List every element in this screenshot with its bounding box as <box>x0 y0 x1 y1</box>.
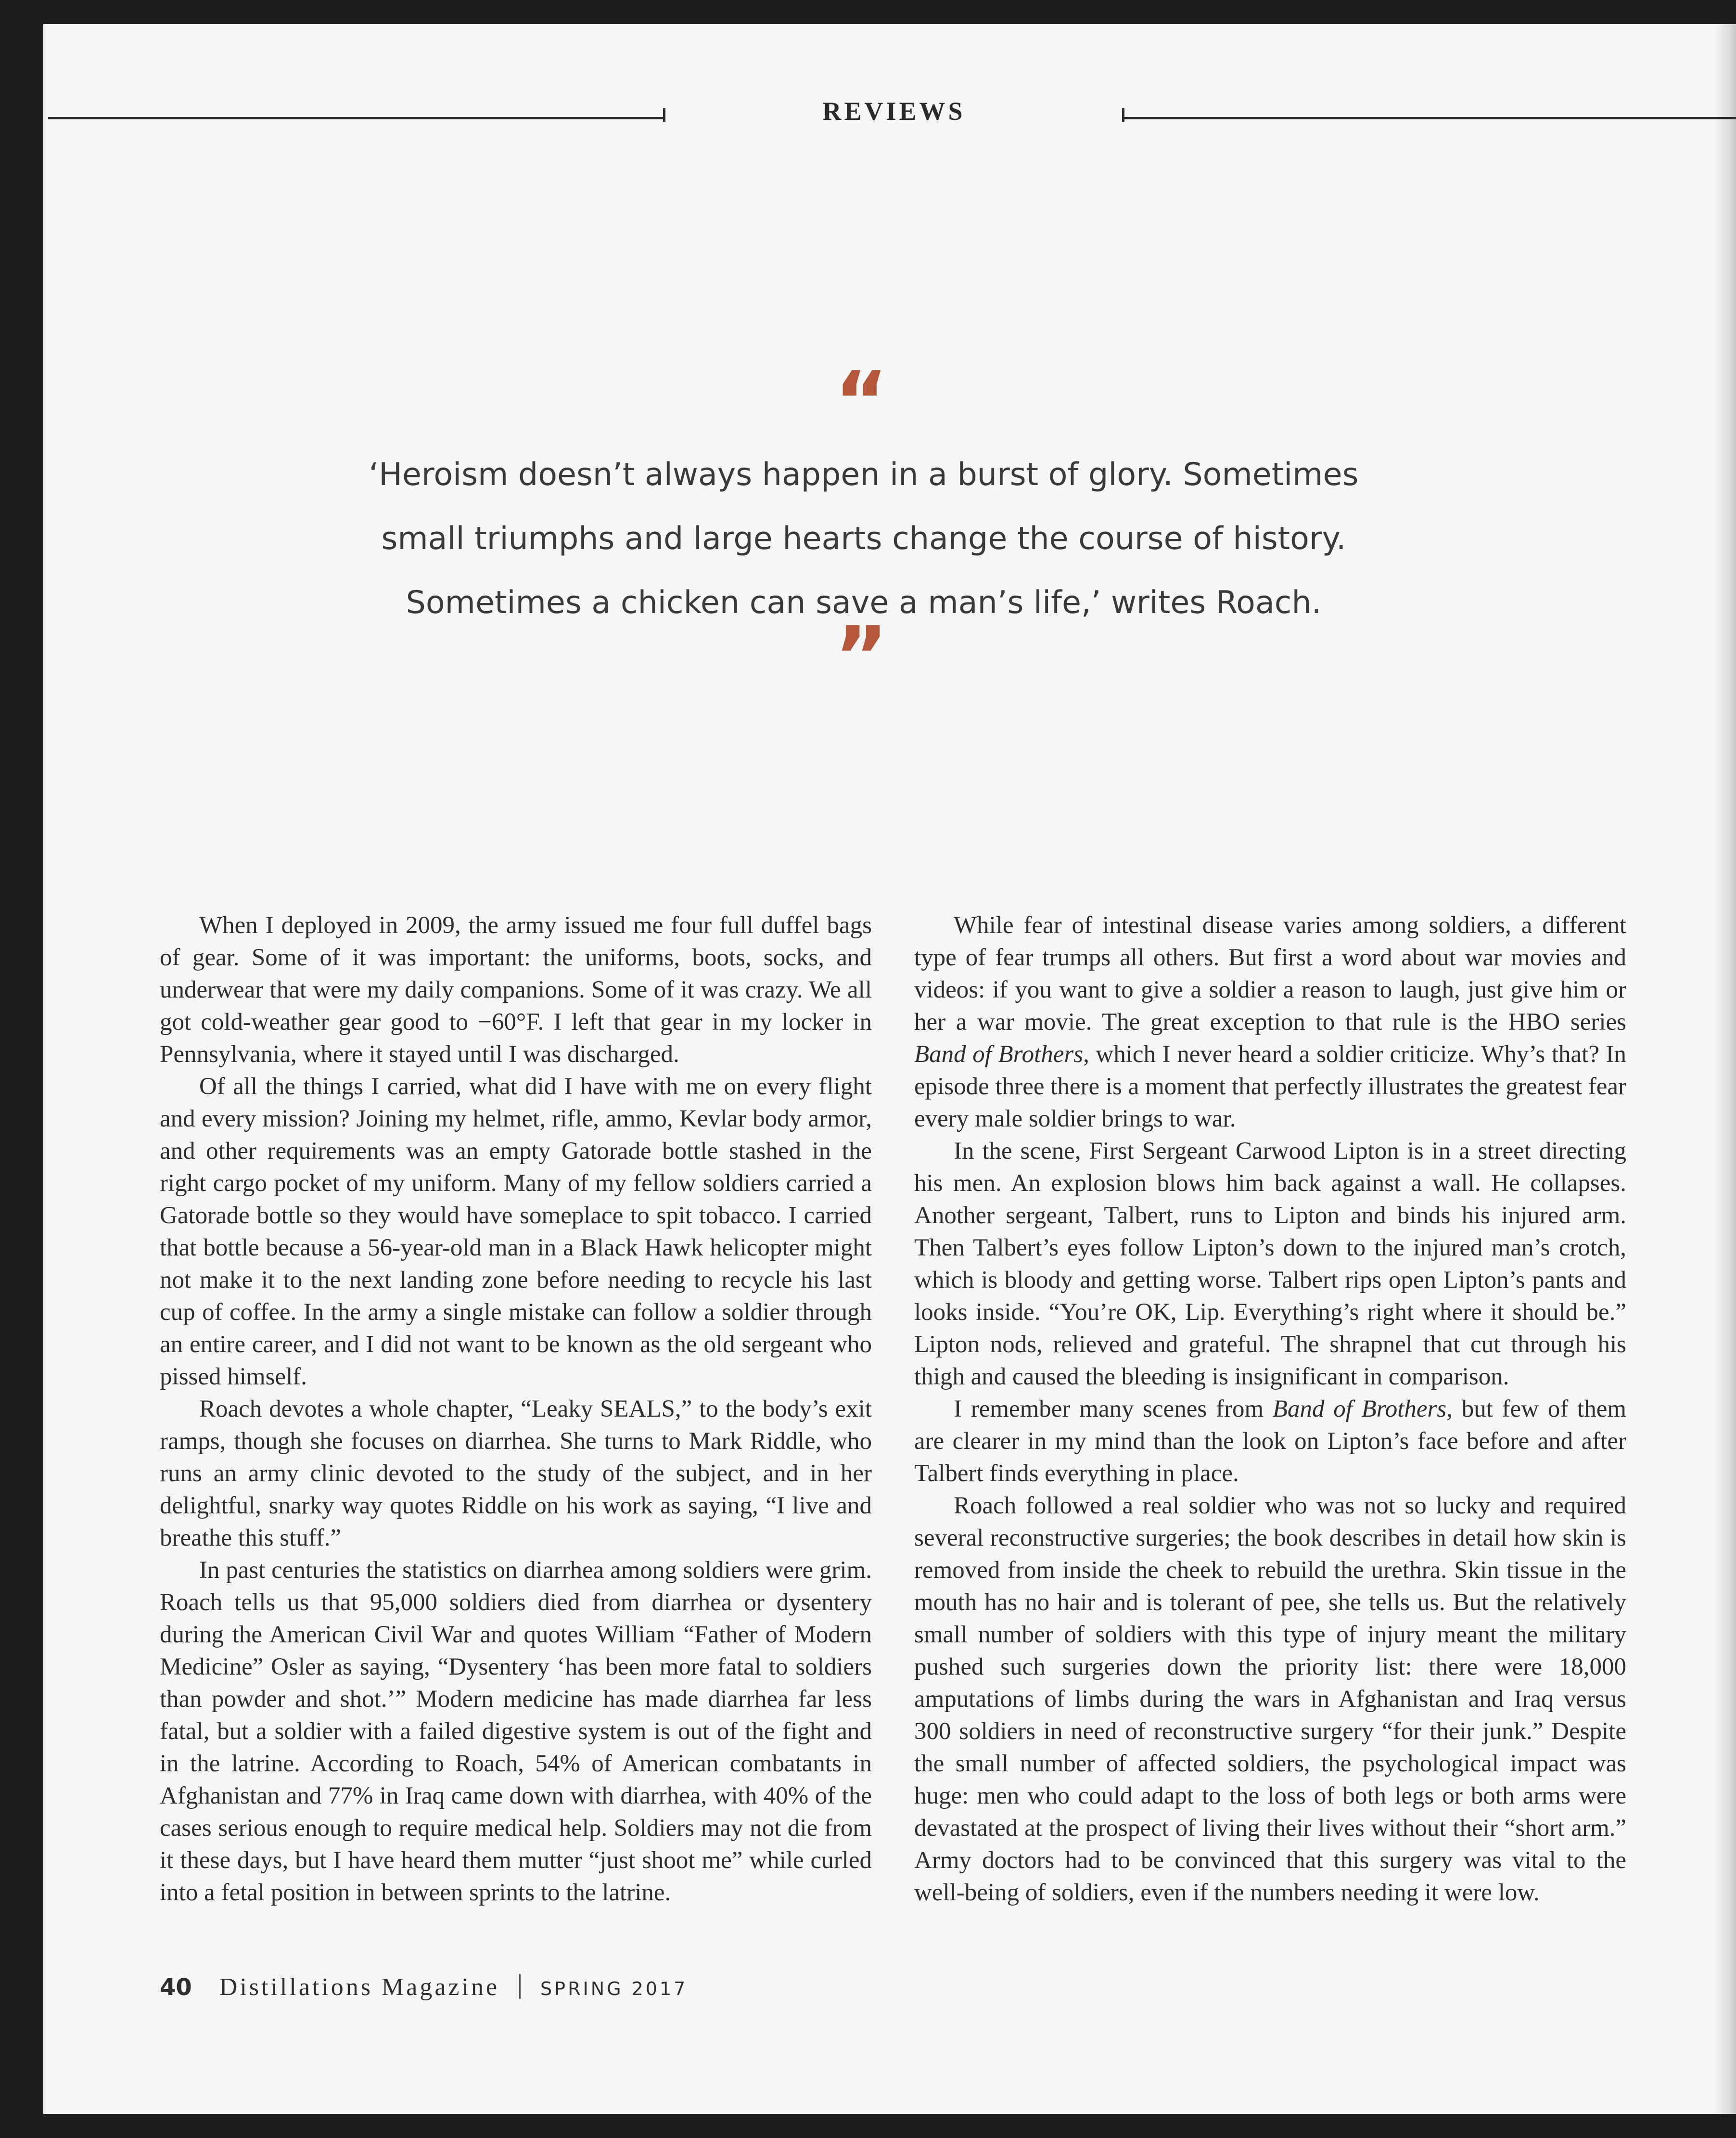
header-rule-left-tick <box>663 108 665 122</box>
right-column <box>914 909 1626 1909</box>
header-rule-right-tick <box>1122 108 1124 122</box>
body-paragraph <box>914 909 1626 1135</box>
body-paragraph <box>914 1393 1626 1490</box>
book-title: Band of Brothers <box>1272 1395 1447 1422</box>
open-quote-icon: “ <box>834 354 888 449</box>
header-rule-right <box>1122 117 1736 119</box>
magazine-name: Distillations Magazine <box>219 1973 500 2001</box>
issue-label: SPRING 2017 <box>540 1978 688 1999</box>
body-paragraph: When I deployed in 2009, the army issued me four full duffel bags of gear. Some of it was important: the uniforms, boots, socks, and underwear that were my daily companions. Some of it was crazy. We all got cold-weather gear good to −60°F. I left that gear in my locker in Pennsylvania, where it stayed until I was discharged. <box>160 912 872 1068</box>
pull-quote <box>245 443 1482 635</box>
page-number: 40 <box>160 1974 192 2001</box>
page-spine-shadow <box>1714 24 1736 2114</box>
body-paragraph: Roach devotes a whole chapter, “Leaky SEALS,” to the body’s exit ramps, though she focuses on diarrhea. She turns to Mark Riddle, who runs an army clinic devoted to the study of the subject, and in her delightful, snarky way quotes Riddle on his work as saying, “I live and breathe this stuff.” <box>160 1395 872 1551</box>
pull-quote-line: ‘Heroism doesn’t always happen in a burst of glory. Sometimes <box>369 457 1359 493</box>
header-rule-left <box>48 117 665 119</box>
book-title: Band of Brothers <box>914 1041 1084 1068</box>
body-paragraph: In past centuries the statistics on diarrhea among soldiers were grim. Roach tells us that 95,000 soldiers died from diarrhea or dysentery during the American Civil War and quotes William “Father of Modern Medicine” Osler as saying, “Dysentery ‘has been more fatal to soldiers than powder and shot.’” Modern medicine has made diarrhea far less fatal, but a soldier with a failed digestive system is out of the fight and in the latrine. According to Roach, 54% of American combatants in Afghanistan and 77% in Iraq came down with diarrhea, with 40% of the cases serious enough to require medical help. Soldiers may not die from it these days, but I have heard them mutter “just shoot me” while curled into a fetal position in between sprints to the latrine. <box>160 1557 872 1906</box>
close-quote-icon: ” <box>834 609 888 704</box>
page-footer <box>160 1973 688 2001</box>
body-paragraph: Roach followed a real soldier who was not so lucky and required several reconstructive surgeries; the book describes in detail how skin is removed from inside the cheek to rebuild the urethra. Skin tissue in the mouth has no hair and is tolerant of pee, she tells us. But the relatively small number of soldiers with this type of injury meant the military pushed such surgeries down the priority list: there were 18,000 amputations of limbs during the wars in Afghanistan and Iraq versus 300 soldiers in need of reconstructive surgery “for their junk.” Despite the small number of affected soldiers, the psychological impact was huge: men who could adapt to the loss of both legs or both arms were devastated at the prospect of living their lives without their “short arm.” Army doctors had to be convinced that this surgery was vital to the well-being of soldiers, even if the numbers needing it were low. <box>914 1492 1626 1906</box>
section-label: REVIEWS <box>822 97 966 126</box>
text-run: , but few of them are clearer in my mind than the look on Lipton’s face before and after Talbert finds everything in place. <box>914 1395 1626 1487</box>
body-paragraph: In the scene, First Sergeant Carwood Lipton is in a street directing his men. An explosion blows him back against a wall. He collapses. Another sergeant, Talbert, runs to Lipton and binds his injured arm. Then Talbert’s eyes follow Lipton’s down to the injured man’s crotch, which is bloody and getting worse. Talbert rips open Lipton’s pants and looks inside. “You’re OK, Lip. Everything’s right where it should be.” Lipton nods, relieved and grateful. The shrapnel that cut through his thigh and caused the bleeding is insignificant in comparison. <box>914 1138 1626 1390</box>
text-run: While fear of intestinal disease varies among soldiers, a different type of fear trumps all others. But first a word about war movies and videos: if you want to give a soldier a reason to laugh, just give him or her a war movie. The great exception to that rule is the HBO series <box>914 912 1626 1036</box>
text-run: , which I never heard a soldier criticize. Why’s that? In episode three there is a moment that perfectly illustrates the greatest fear every male soldier brings to war. <box>914 1041 1626 1132</box>
left-column <box>160 909 872 1909</box>
pull-quote-line: small triumphs and large hearts change the course of history. <box>381 521 1346 557</box>
magazine-page <box>43 24 1736 2114</box>
footer-divider <box>519 1974 521 1999</box>
pull-quote-line: Sometimes a chicken can save a man’s life,’ writes Roach. <box>406 585 1322 621</box>
text-run: I remember many scenes from <box>954 1395 1273 1422</box>
body-paragraph: Of all the things I carried, what did I have with me on every flight and every mission? Joining my helmet, rifle, ammo, Kevlar body armor, and other requirements was an empty Gatorade bottle stashed in the right cargo pocket of my uniform. Many of my fellow soldiers carried a Gatorade bottle so they would have someplace to spit tobacco. I carried that bottle because a 56-year-old man in a Black Hawk helicopter might not make it to the next landing zone before needing to recycle his last cup of coffee. In the army a single mistake can follow a soldier through an entire career, and I did not want to be known as the old sergeant who pissed himself. <box>160 1073 872 1390</box>
